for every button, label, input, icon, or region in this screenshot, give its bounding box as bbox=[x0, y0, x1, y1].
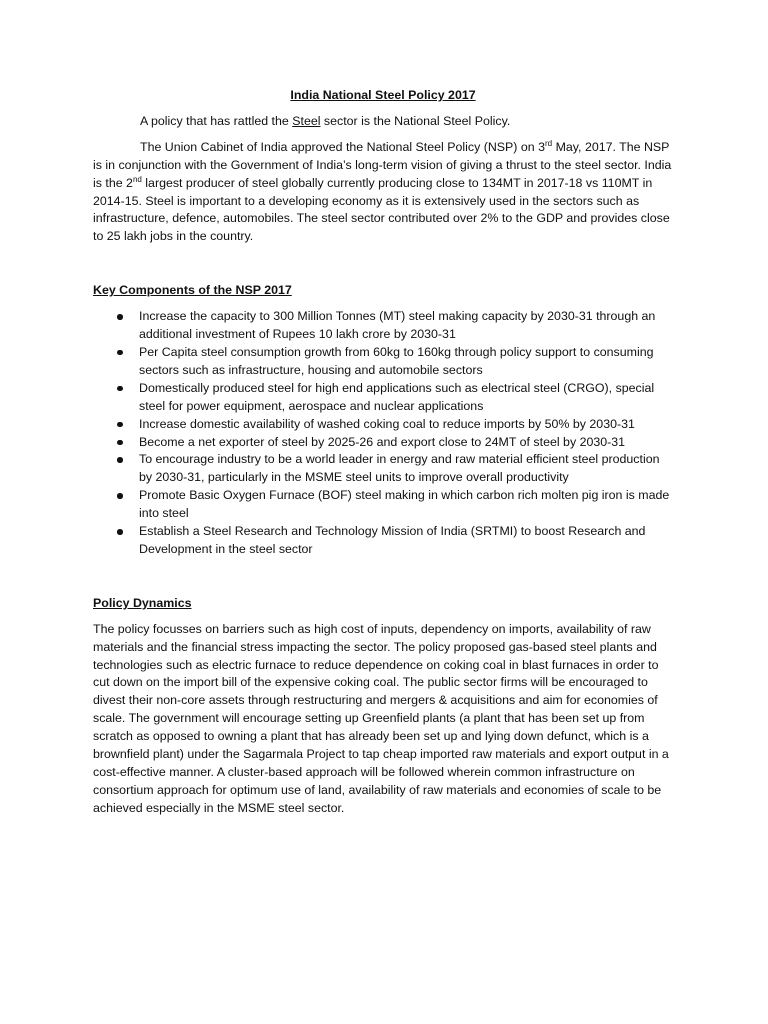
tagline-before: A policy that has rattled the bbox=[140, 113, 293, 128]
tagline-steel-underlined: Steel bbox=[292, 113, 321, 128]
tagline bbox=[93, 113, 673, 131]
bullet-icon bbox=[117, 386, 123, 392]
bullet-icon bbox=[117, 457, 123, 463]
bullet-icon bbox=[117, 314, 123, 320]
policy-dynamics-paragraph: The policy focusses on barriers such as high cost of inputs, dependency on imports, availability of raw materials and the financial stress impacting the sector. The policy proposed gas-based steel plants and technologies such as electric furnace to reduce dependence on coking coal in blast furnaces in order to cut down on the import bill of the expensive coking coal. The public sector firms will be encouraged to divest their non-core assets through restructuring and mergers & acquisitions and aim for economies of scale. The government will encourage setting up Greenfield plants (a plant that has been set up from scratch as opposed to owning a plant that has already been set up and lying down defunct, which is a brownfield plant) under the Sagarmala Project to tap cheap imported raw materials and export output in a cost-effective manner. A cluster-based approach will be followed wherein common infrastructure on consortium approach for optimum use of land, availability of raw materials and economies of scale to be achieved especially in the MSME steel sector. bbox=[93, 621, 669, 815]
intro-superscript-nd: nd bbox=[132, 174, 142, 184]
intro-paragraph bbox=[93, 139, 673, 246]
intro-superscript-rd: rd bbox=[545, 138, 553, 148]
document-body bbox=[93, 87, 673, 818]
list-item bbox=[93, 451, 673, 487]
list-item-text: Establish a Steel Research and Technology Mission of India (SRTMI) to boost Research and Development in the steel sector bbox=[139, 524, 646, 556]
list-item-text: Increase the capacity to 300 Million Tonnes (MT) steel making capacity by 2030-31 through an additional investment of Rupees 10 lakh crore by 2030-31 bbox=[139, 309, 656, 342]
list-item-text: Per Capita steel consumption growth from 60kg to 160kg through policy support to consuming sectors such as infrastructure, housing and automobile sectors bbox=[139, 344, 654, 377]
intro-part-3: largest producer of steel globally currently producing close to 134MT in 2017-18 vs 110MT in 2014-15. Steel is important to a developing economy as it is extensively used in the sectors such as infrastructure, defence, automobiles. The steel sector contributed over 2% to the GDP and provides close to 25 lakh jobs in the country. bbox=[93, 175, 670, 244]
key-components-list bbox=[93, 308, 673, 559]
list-item-text: To encourage industry to be a world leader in energy and raw material efficient steel production by 2030-31, particularly in the MSME steel units to improve overall productivity bbox=[139, 452, 660, 485]
bullet-icon bbox=[117, 422, 123, 428]
tagline-after: sector is the National Steel Policy. bbox=[320, 113, 511, 128]
bullet-icon bbox=[117, 440, 123, 446]
list-item bbox=[93, 487, 673, 523]
bullet-icon bbox=[117, 529, 123, 535]
list-item bbox=[93, 344, 673, 380]
key-components-heading: Key Components of the NSP 2017 bbox=[93, 283, 292, 298]
policy-dynamics-heading: Policy Dynamics bbox=[93, 595, 192, 610]
list-item-text: Become a net exporter of steel by 2025-26 and export close to 24MT of steel by 2030-31 bbox=[139, 434, 626, 449]
intro-part-1: The Union Cabinet of India approved the National Steel Policy (NSP) on 3 bbox=[140, 139, 545, 154]
list-item bbox=[93, 308, 673, 344]
intro-part-2: May, 2017. The NSP is in conjunction with the Government of India’s long-term vision of giving a thrust to the steel sector. India is the 2 bbox=[93, 139, 672, 190]
list-item bbox=[93, 434, 673, 452]
list-item-text: Promote Basic Oxygen Furnace (BOF) steel making in which carbon rich molten pig iron is made into steel bbox=[139, 488, 670, 521]
list-item bbox=[93, 380, 673, 416]
document-title: India National Steel Policy 2017 bbox=[290, 88, 476, 102]
bullet-icon bbox=[117, 493, 123, 499]
list-item-text: Increase domestic availability of washed coking coal to reduce imports by 50% by 2030-31 bbox=[139, 416, 635, 431]
list-item-text: Domestically produced steel for high end applications such as electrical steel (CRGO), special steel for power equipment, aerospace and nuclear applications bbox=[139, 380, 655, 413]
bullet-icon bbox=[117, 350, 123, 356]
list-item bbox=[93, 416, 673, 434]
list-item bbox=[93, 523, 673, 559]
